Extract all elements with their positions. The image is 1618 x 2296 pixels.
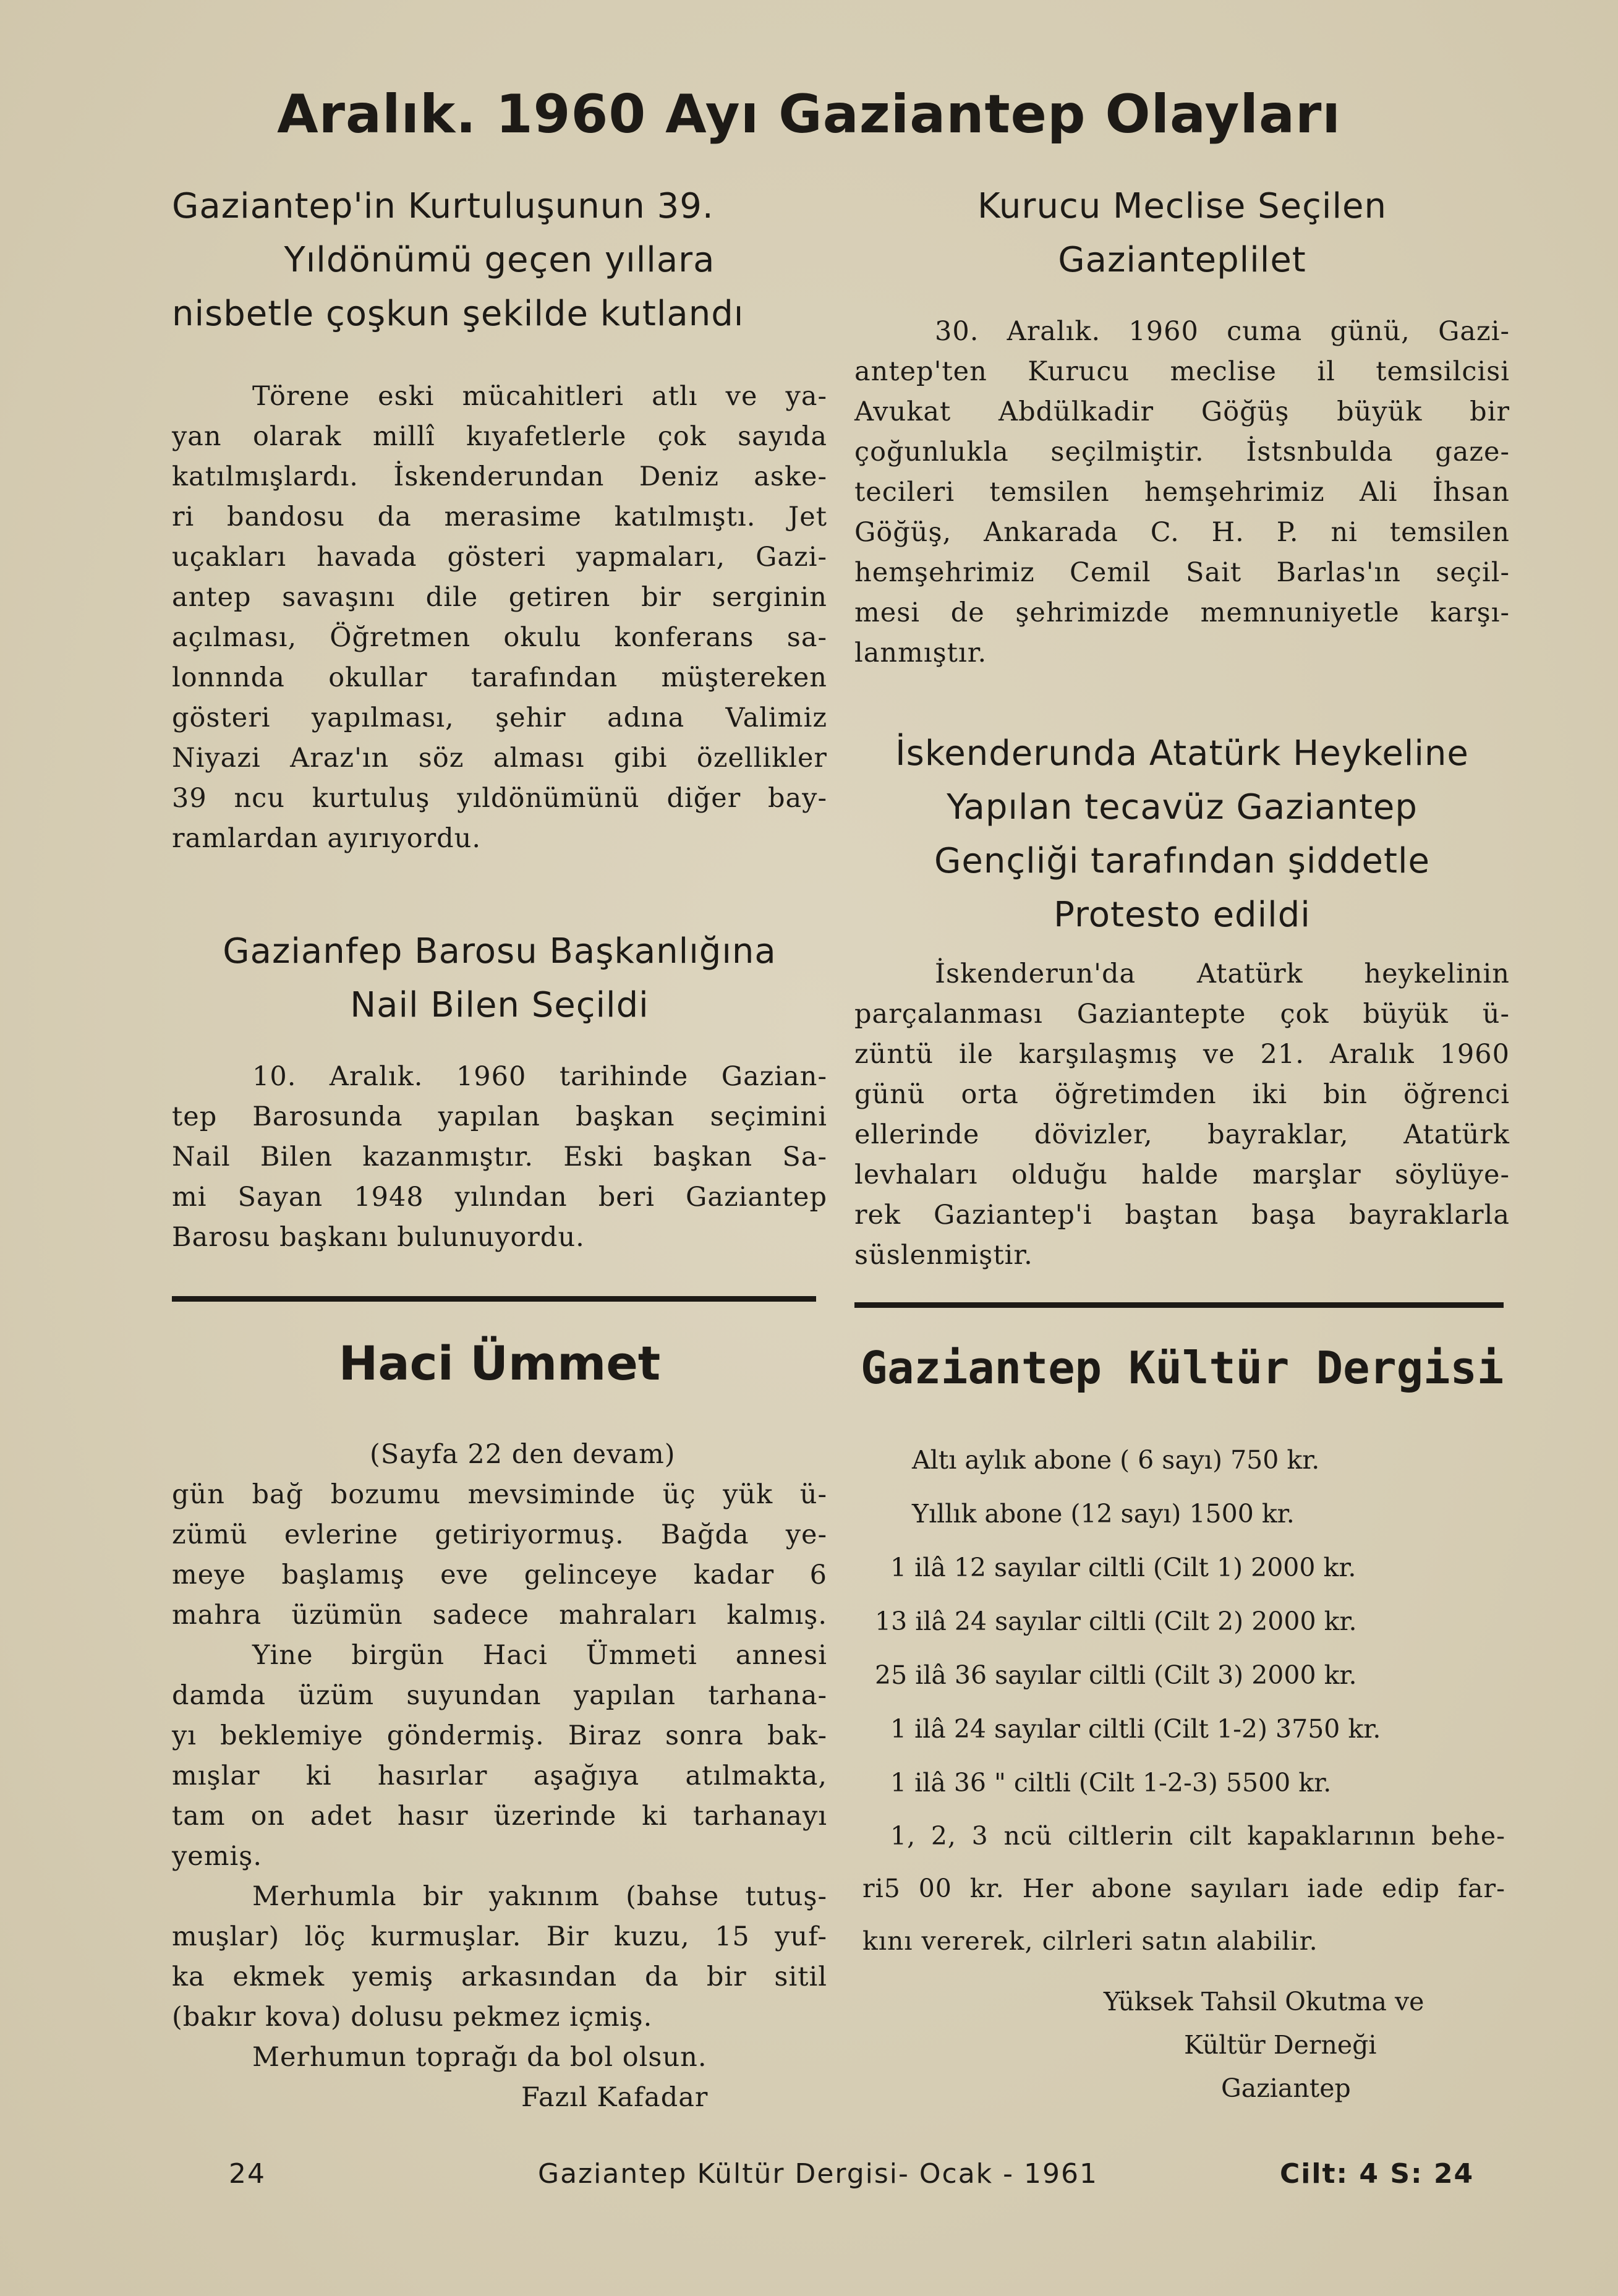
kurucu-body (854, 312, 1510, 673)
body-line: gün bağ bozumu mevsiminde üç yük ü- (172, 1479, 827, 1510)
body-line: levhaları olduğu halde marşlar söylüye- (854, 1159, 1510, 1190)
signature-line: Gaziantep (1221, 2073, 1351, 2103)
body-line: (bakır kova) dolusu pekmez içmiş. (172, 2002, 653, 2033)
body-line: süslenmiştir. (854, 1240, 1033, 1271)
body-line: Göğüş, Ankarada C. H. P. ni temsilen (854, 517, 1510, 548)
article-ataturk-heykeli (854, 727, 1510, 1276)
body-line: züntü ile karşılaşmış ve 21. Aralık 1960 (854, 1039, 1510, 1070)
body-line: uçakları havada gösteri yapmaları, Gazi- (172, 542, 827, 573)
body-line: mahra üzümün sadece mahraları kalmış. (172, 1600, 827, 1631)
dergi-headline: Gaziantep Kültür Dergisi (860, 1342, 1504, 1394)
kurtulus-headline-line: Gaziantep'in Kurtuluşunun 39. (172, 186, 714, 226)
ataturk-headline-line: Yapılan tecavüz Gaziantep (947, 787, 1418, 827)
body-line: Yine birgün Haci Ümmeti annesi (252, 1640, 827, 1671)
section-divider-right (854, 1302, 1504, 1308)
body-line: gösteri yapılması, şehir adına Valimiz (172, 702, 827, 733)
kurtulus-headline (172, 179, 827, 341)
body-line: Barosu başkanı bulunuyordu. (172, 1222, 585, 1253)
body-line: 30. Aralık. 1960 cuma günü, Gazi- (935, 316, 1510, 347)
kurtulus-body (172, 377, 827, 859)
body-line: ellerinde dövizler, bayraklar, Atatürk (854, 1119, 1510, 1150)
dergi-signature (862, 1980, 1518, 2110)
article-baro (172, 924, 827, 1258)
body-line: çoğunlukla seçilmiştir. İstsnbulda gaze- (854, 437, 1510, 467)
author: Fazıl Kafadar (521, 2082, 709, 2113)
body-line: rek Gaziantep'i baştan başa bayraklarla (854, 1200, 1510, 1231)
body-line: parçalanması Gaziantepte çok büyük ü- (854, 999, 1510, 1030)
body-line: ka ekmek yemiş arkasından da bir sitil (172, 1961, 827, 1992)
body-line: yı beklemiye göndermiş. Biraz sonra bak- (172, 1720, 827, 1751)
body-line: meye başlamış eve gelinceye kadar 6 (172, 1560, 827, 1590)
haci-ummet-headline: Haci Ümmet (338, 1336, 661, 1391)
body-line: yan olarak millî kıyafetlerle çok sayıda (172, 421, 827, 452)
price-line: Altı aylık abone ( 6 sayı) 750 kr. (912, 1445, 1320, 1475)
body-line: mesi de şehrimizde memnuniyetle karşı- (854, 597, 1510, 628)
ataturk-headline-line: Protesto edildi (1054, 895, 1311, 935)
baro-headline-line: Nail Bilen Seçildi (350, 985, 649, 1025)
body-line: hemşehrimiz Cemil Sait Barlas'ın seçil- (854, 557, 1510, 588)
body-line: günü orta öğretimden iki bin öğrenci (854, 1079, 1510, 1110)
article-kurtulus (172, 179, 827, 859)
baro-headline-line: Gazianfep Barosu Başkanlığına (223, 931, 777, 971)
price-line: 1 ilâ 12 sayılar ciltli (Cilt 1) 2000 kr. (890, 1553, 1356, 1582)
body-line: açılması, Öğretmen okulu konferans sa- (172, 622, 827, 653)
page-number: 24 (229, 2158, 266, 2190)
ataturk-headline-line: İskenderunda Atatürk Heykeline (895, 733, 1469, 774)
body-line: tecileri temsilen hemşehrimiz Ali İhsan (854, 477, 1510, 508)
body-line: yemiş. (172, 1841, 263, 1872)
body-line: Merhumun toprağı da bol olsun. (252, 2042, 707, 2073)
body-line: antep'ten Kurucu meclise il temsilcisi (854, 356, 1510, 387)
ataturk-headline (854, 727, 1510, 942)
kurucu-headline (854, 179, 1510, 287)
baro-body (172, 1057, 827, 1258)
body-line: ri bandosu da merasime katılmıştı. Jet (172, 501, 827, 532)
price-list (862, 1433, 1518, 1810)
kurtulus-headline-line: nisbetle çoşkun şekilde kutlandı (172, 294, 744, 334)
body-line: Merhumla bir yakınım (bahse tutuş- (252, 1881, 827, 1912)
body-line: Niyazi Araz'ın söz alması gibi özellikler (172, 743, 827, 774)
body-line: antep savaşını dile getiren bir serginin (172, 582, 827, 613)
price-line: Yıllık abone (12 sayı) 1500 kr. (912, 1499, 1295, 1529)
body-line: ri5 00 kr. Her abone sayıları iade edip far- (862, 1874, 1505, 1903)
page-title: Aralık. 1960 Ayı Gaziantep Olayları (277, 83, 1341, 145)
section-divider-left (172, 1296, 816, 1302)
body-line: 1, 2, 3 ncü ciltlerin cilt kapaklarının behe- (890, 1821, 1505, 1851)
continuation-note: (Sayfa 22 den devam) (370, 1439, 676, 1470)
body-line: ramlardan ayırıyordu. (172, 823, 482, 854)
body-line: Törene eski mücahitleri atlı ve ya- (252, 381, 827, 412)
body-line: Nail Bilen kazanmıştır. Eski başkan Sa- (172, 1142, 827, 1172)
ataturk-headline-line: Gençliği tarafından şiddetle (934, 841, 1430, 881)
footer-issue: Cilt: 4 S: 24 (1280, 2158, 1475, 2190)
body-line: mi Sayan 1948 yılından beri Gaziantep (172, 1182, 827, 1213)
dergi-note (862, 1810, 1505, 1968)
body-line: lanmıştır. (854, 638, 987, 668)
body-line: lonnnda okullar tarafından müştereken (172, 662, 827, 693)
kurucu-headline-line: Kurucu Meclise Seçilen (977, 186, 1387, 226)
signature-line: Kültür Derneği (1184, 2030, 1377, 2060)
article-kurucu-meclis (854, 179, 1510, 673)
body-line: Avukat Abdülkadir Göğüş büyük bir (854, 396, 1510, 427)
body-line: kını vererek, cilrleri satın alabilir. (862, 1926, 1318, 1956)
signature-line: Yüksek Tahsil Okutma ve (1104, 1987, 1424, 2016)
body-line: damda üzüm suyundan yapılan tarhana- (172, 1680, 827, 1711)
haci-ummet-body (172, 1435, 827, 2118)
price-line: 25 ilâ 36 sayılar ciltli (Cilt 3) 2000 kr. (875, 1660, 1357, 1690)
body-line: tep Barosunda yapılan başkan seçimini (172, 1101, 827, 1132)
ataturk-body (854, 954, 1510, 1276)
price-line: 1 ilâ 36 " ciltli (Cilt 1-2-3) 5500 kr. (890, 1768, 1332, 1798)
article-dergi (862, 1433, 1518, 2110)
kurtulus-headline-line: Yıldönümü geçen yıllara (284, 240, 715, 280)
body-line: katılmışlardı. İskenderundan Deniz aske- (172, 461, 827, 492)
price-line: 1 ilâ 24 sayılar ciltli (Cilt 1-2) 3750 kr. (890, 1714, 1381, 1744)
footer-magazine: Gaziantep Kültür Dergisi- Ocak - 1961 (538, 2158, 1098, 2190)
body-line: mışlar ki hasırlar aşağıya atılmakta, (172, 1760, 827, 1791)
kurucu-headline-line: Gazianteplilet (1058, 240, 1306, 280)
body-line: zümü evlerine getiriyormuş. Bağda ye- (172, 1519, 827, 1550)
price-line: 13 ilâ 24 sayılar ciltli (Cilt 2) 2000 kr. (875, 1607, 1357, 1636)
body-line: İskenderun'da Atatürk heykelinin (935, 958, 1510, 989)
body-line: muşlar) löç kurmuşlar. Bir kuzu, 15 yuf- (172, 1921, 827, 1952)
article-haci-ummet (172, 1435, 827, 2118)
body-line: tam on adet hasır üzerinde ki tarhanayı (172, 1801, 827, 1832)
body-line: 39 ncu kurtuluş yıldönümünü diğer bay- (172, 783, 827, 814)
body-line: 10. Aralık. 1960 tarihinde Gazian- (252, 1061, 827, 1092)
baro-headline (172, 924, 827, 1032)
